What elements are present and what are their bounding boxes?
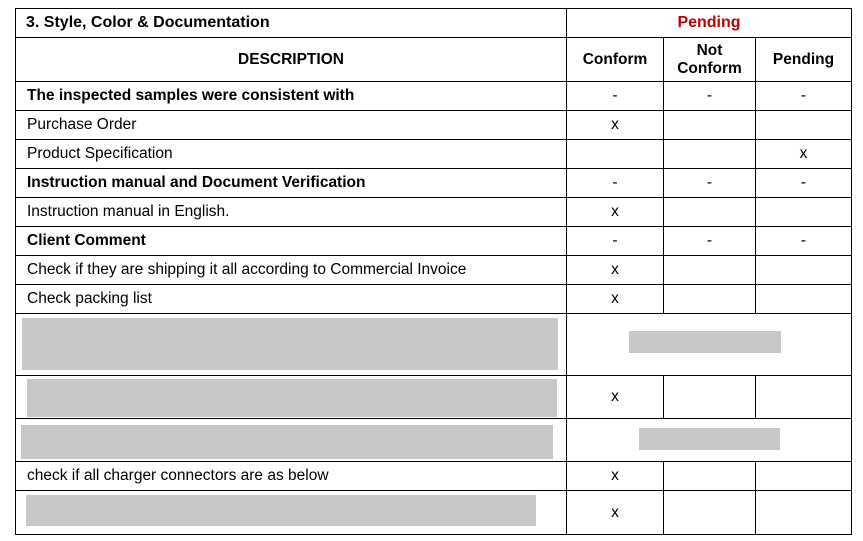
pending-cell [756, 111, 852, 140]
conform-cell: - [567, 82, 664, 111]
redacted-status-cell [567, 314, 852, 376]
redacted-status-cell [567, 419, 852, 462]
redaction-block [26, 495, 536, 526]
redacted-label-cell [16, 419, 567, 462]
pending-cell: - [756, 227, 852, 256]
row-label: Instruction manual in English. [16, 198, 567, 227]
conform-cell: x [567, 462, 664, 491]
conform-cell: - [567, 227, 664, 256]
table-row [16, 256, 852, 285]
row-label: Client Comment [16, 227, 567, 256]
redacted-row [16, 419, 852, 462]
table-row [16, 462, 852, 491]
not-conform-cell [664, 140, 756, 169]
pending-cell [756, 285, 852, 314]
redacted-label-cell [16, 376, 567, 419]
table-row [16, 198, 852, 227]
row-label: The inspected samples were consistent with [16, 82, 567, 111]
pending-cell: - [756, 169, 852, 198]
conform-cell: x [567, 198, 664, 227]
conform-cell: x [567, 256, 664, 285]
row-label: Purchase Order [16, 111, 567, 140]
pending-cell [756, 198, 852, 227]
table-row [16, 285, 852, 314]
conform-cell: x [567, 491, 664, 535]
redaction-block [27, 379, 557, 417]
redaction-block [21, 425, 553, 459]
pending-cell [756, 256, 852, 285]
redaction-block [22, 318, 558, 370]
not-conform-cell [664, 376, 756, 419]
not-conform-cell: - [664, 82, 756, 111]
redaction-block [629, 331, 781, 353]
not-conform-cell [664, 111, 756, 140]
col-description-header: DESCRIPTION [16, 38, 567, 82]
not-conform-cell: - [664, 227, 756, 256]
pending-cell [756, 376, 852, 419]
table-row [16, 140, 852, 169]
not-conform-line2: Conform [677, 59, 742, 77]
row-label: Check packing list [16, 285, 567, 314]
not-conform-line1: Not [696, 41, 723, 59]
row-label: Product Specification [16, 140, 567, 169]
table-row [16, 82, 852, 111]
redaction-block [639, 428, 780, 450]
inspection-table [15, 8, 852, 535]
not-conform-cell [664, 491, 756, 535]
conform-cell: x [567, 376, 664, 419]
col-conform-header: Conform [567, 38, 664, 82]
not-conform-cell: - [664, 169, 756, 198]
conform-cell: x [567, 111, 664, 140]
conform-cell: x [567, 285, 664, 314]
redacted-label-cell [16, 491, 567, 535]
pending-cell: - [756, 82, 852, 111]
redacted-row [16, 314, 852, 376]
pending-cell [756, 491, 852, 535]
row-label: Instruction manual and Document Verification [16, 169, 567, 198]
section-title: 3. Style, Color & Documentation [16, 9, 567, 38]
not-conform-cell [664, 198, 756, 227]
not-conform-cell [664, 462, 756, 491]
table-row [16, 111, 852, 140]
pending-cell [756, 462, 852, 491]
not-conform-cell [664, 256, 756, 285]
col-not-conform-header [664, 38, 756, 82]
redacted-label-cell [16, 314, 567, 376]
redacted-row [16, 491, 852, 535]
table-row [16, 227, 852, 256]
redacted-row [16, 376, 852, 419]
row-label: Check if they are shipping it all according to Commercial Invoice [16, 256, 567, 285]
pending-cell: x [756, 140, 852, 169]
section-status: Pending [567, 9, 852, 38]
row-label: check if all charger connectors are as below [16, 462, 567, 491]
not-conform-cell [664, 285, 756, 314]
table-row [16, 169, 852, 198]
conform-cell [567, 140, 664, 169]
conform-cell: - [567, 169, 664, 198]
col-pending-header: Pending [756, 38, 852, 82]
